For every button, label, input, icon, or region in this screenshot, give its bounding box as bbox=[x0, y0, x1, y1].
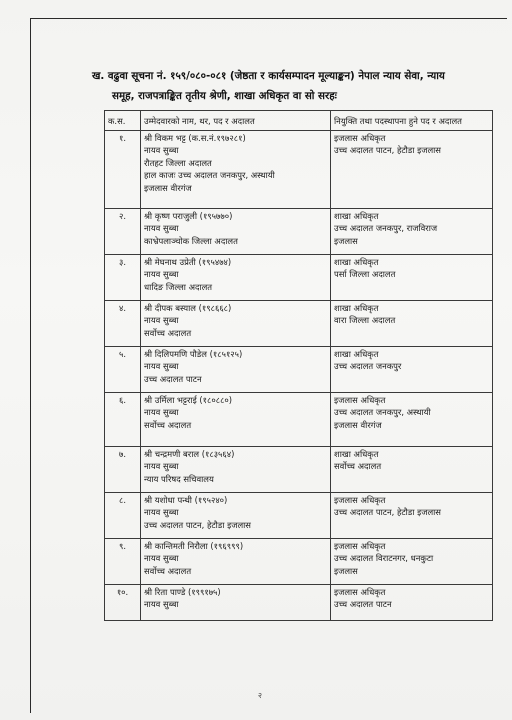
posting-court-line: इजलास bbox=[334, 235, 358, 246]
candidate-info-line: नायव सुब्बा bbox=[144, 269, 179, 279]
candidate-info-line: न्याय परिषद सचिवालय bbox=[144, 473, 214, 484]
row-serial: ५. bbox=[105, 346, 141, 392]
posting-title: इजलास अधिकृत bbox=[334, 394, 386, 405]
row-serial: ७. bbox=[105, 446, 141, 492]
table-row bbox=[105, 392, 493, 446]
table-row bbox=[105, 254, 493, 300]
table-row bbox=[105, 208, 493, 254]
row-serial: ६. bbox=[105, 392, 141, 446]
row-serial: २. bbox=[105, 208, 141, 254]
candidate-details bbox=[141, 392, 331, 446]
heading-line-2: समूह, राजपत्राङ्कित तृतीय श्रेणी, शाखा अधिकृत वा सो सरहः bbox=[112, 90, 337, 102]
candidate-info-line: सर्वोच्च अदालत bbox=[144, 419, 192, 430]
posting-details bbox=[331, 208, 493, 254]
candidate-info-line: काभ्रेपलाञ्चोक जिल्ला अदालत bbox=[144, 235, 238, 246]
candidate-info-line: नायव सुब्बा bbox=[144, 315, 179, 325]
posting-title: शाखा अधिकृत bbox=[334, 256, 379, 267]
candidate-info-line: हाल काजः उच्च अदालत जनकपुर, अस्थायी bbox=[144, 170, 275, 180]
candidate-name: श्री कृष्ण पराजुली (१९५७७०) bbox=[144, 210, 233, 221]
header-serial: क.स. bbox=[105, 111, 141, 131]
posting-court-line: वारा जिल्ला अदालत bbox=[334, 315, 396, 325]
posting-title: इजलास अधिकृत bbox=[334, 586, 386, 597]
candidate-details bbox=[141, 208, 331, 254]
candidate-details bbox=[141, 538, 331, 584]
posting-court-line: पर्सा जिल्ला अदालत bbox=[334, 269, 396, 279]
table-row bbox=[105, 346, 493, 392]
candidate-name: श्री उर्मिला भट्टराई (१८०८८०) bbox=[144, 394, 233, 405]
candidate-info-line: नायव सुब्बा bbox=[144, 461, 179, 471]
posting-title: शाखा अधिकृत bbox=[334, 302, 379, 313]
posting-court-line: उच्च अदालत विराटनगर, धनकुटा bbox=[334, 553, 434, 563]
row-serial: ४. bbox=[105, 300, 141, 346]
posting-details bbox=[331, 584, 493, 620]
row-serial: ८. bbox=[105, 492, 141, 538]
posting-details bbox=[331, 254, 493, 300]
candidate-details bbox=[141, 492, 331, 538]
candidate-info-line: नायव सुब्बा bbox=[144, 599, 179, 609]
posting-title: इजलास अधिकृत bbox=[334, 132, 386, 143]
row-serial: १०. bbox=[105, 584, 141, 620]
table-row bbox=[105, 446, 493, 492]
candidate-details bbox=[141, 346, 331, 392]
page-number: २ bbox=[257, 691, 263, 700]
candidate-name: श्री मेघनाथ उप्रेती (१९५४७४) bbox=[144, 256, 232, 267]
candidate-name: श्री दिलिपमणि पौडेल (१८५१२५) bbox=[144, 348, 243, 359]
candidate-info-line: नायव सुब्बा bbox=[144, 407, 179, 417]
candidate-info-line: रौतहट जिल्ला अदालत bbox=[144, 157, 212, 168]
candidate-name: श्री यशोधा पन्थी (१९५२४०) bbox=[144, 494, 228, 505]
candidate-table bbox=[104, 110, 493, 621]
header-posting: नियुक्ति तथा पदस्थापना हुने पद र अदालत bbox=[331, 111, 493, 131]
candidate-info-line: सर्वोच्च अदालत bbox=[144, 565, 192, 576]
candidate-info-line: नायव सुब्बा bbox=[144, 361, 179, 371]
posting-details bbox=[331, 130, 493, 208]
posting-court-line: इजलास वीरगंज bbox=[334, 419, 382, 430]
posting-title: इजलास अधिकृत bbox=[334, 494, 386, 505]
candidate-details bbox=[141, 300, 331, 346]
posting-court-line: सर्वोच्च अदालत bbox=[334, 461, 382, 471]
posting-title: शाखा अधिकृत bbox=[334, 348, 379, 359]
posting-details bbox=[331, 346, 493, 392]
candidate-info-line: उच्च अदालत पाटन, हेटौडा इजलास bbox=[144, 519, 251, 530]
table-row bbox=[105, 584, 493, 620]
row-serial: ३. bbox=[105, 254, 141, 300]
posting-details bbox=[331, 300, 493, 346]
candidate-name: श्री विकम भट्ट (क.स.नं.१९७२८१) bbox=[144, 132, 246, 143]
posting-court-line: उच्च अदालत पाटन, हेटौडा इजलास bbox=[334, 145, 441, 155]
posting-title: इजलास अधिकृत bbox=[334, 540, 386, 551]
candidate-name: श्री कान्तिमती निरौला (१९६९९९) bbox=[144, 540, 244, 551]
posting-title: शाखा अधिकृत bbox=[334, 448, 379, 459]
table-row bbox=[105, 492, 493, 538]
posting-court-line: इजलास bbox=[334, 565, 358, 576]
posting-court-line: उच्च अदालत जनकपुर, अस्थायी bbox=[334, 407, 431, 417]
row-serial: १. bbox=[105, 130, 141, 208]
candidate-info-line: नायव सुब्बा bbox=[144, 507, 179, 517]
candidate-info-line: उच्च अदालत पाटन bbox=[144, 373, 202, 384]
posting-title: शाखा अधिकृत bbox=[334, 210, 379, 221]
posting-court-line: उच्च अदालत पाटन bbox=[334, 599, 392, 609]
candidate-info-line: नायव सुब्बा bbox=[144, 553, 179, 563]
candidate-info-line: धादिङ जिल्ला अदालत bbox=[144, 281, 213, 292]
posting-details bbox=[331, 492, 493, 538]
candidate-name: श्री चन्द्रमणी बराल (१८३५६४) bbox=[144, 448, 235, 459]
heading-line-1: ख. वढुवा सूचना नं. १५९/०८०-०८१ (जेष्ठता र कार्यसम्पादन मूल्याङ्कन) नेपाल न्याय सेवा, न्याय bbox=[92, 70, 445, 82]
table-header-row bbox=[105, 111, 493, 131]
posting-court-line: उच्च अदालत जनकपुर, राजविराज bbox=[334, 223, 438, 233]
candidate-info-line: सर्वोच्च अदालत bbox=[144, 327, 192, 338]
candidate-details bbox=[141, 446, 331, 492]
notice-heading bbox=[92, 66, 502, 106]
candidate-info-line: इजलास वीरगंज bbox=[144, 182, 192, 193]
candidate-name: श्री दीपक बस्याल (१९८६६८) bbox=[144, 302, 232, 313]
posting-details bbox=[331, 392, 493, 446]
candidate-name: श्री रिता पाण्डे (१९९१७५) bbox=[144, 586, 221, 597]
posting-court-line: उच्च अदालत पाटन, हेटौडा इजलास bbox=[334, 507, 441, 517]
candidate-details bbox=[141, 254, 331, 300]
candidate-details bbox=[141, 130, 331, 208]
candidate-info-line: नायव सुब्बा bbox=[144, 145, 179, 155]
candidate-info-line: नायव सुब्बा bbox=[144, 223, 179, 233]
posting-details bbox=[331, 446, 493, 492]
row-serial: ९. bbox=[105, 538, 141, 584]
table-row bbox=[105, 538, 493, 584]
table-row bbox=[105, 300, 493, 346]
header-name: उम्मेदवारको नाम, थर, पद र अदालत bbox=[141, 111, 331, 131]
table-row bbox=[105, 130, 493, 208]
posting-court-line: उच्च अदालत जनकपुर bbox=[334, 361, 402, 371]
posting-details bbox=[331, 538, 493, 584]
candidate-details bbox=[141, 584, 331, 620]
